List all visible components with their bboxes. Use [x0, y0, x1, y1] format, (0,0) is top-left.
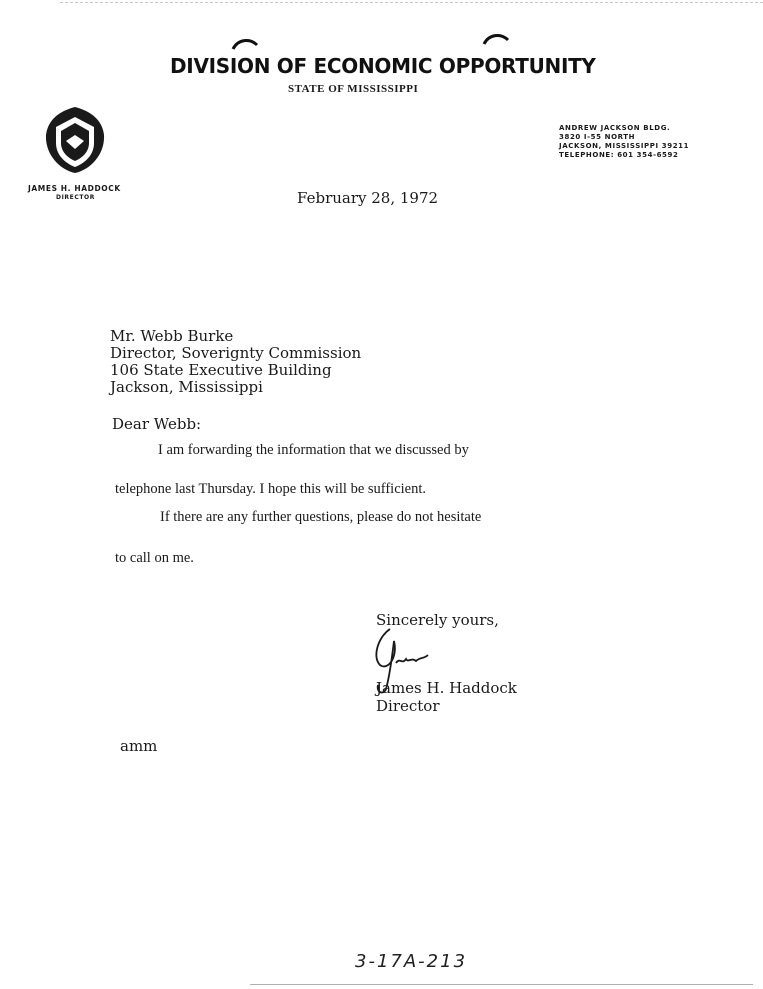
- recipient-title: Director, Soverignty Commission: [110, 344, 362, 362]
- salutation: Dear Webb:: [112, 415, 202, 433]
- letterhead-director-title: DIRECTOR: [56, 194, 95, 201]
- paragraph-2-line-2: to call on me.: [115, 550, 194, 566]
- file-number: 3-17A-213: [355, 951, 468, 972]
- address-line-city: JACKSON, MISSISSIPPI 39211: [559, 142, 690, 150]
- address-line-building: ANDREW JACKSON BLDG.: [559, 124, 671, 132]
- signer-name: James H. Haddock: [376, 679, 517, 697]
- recipient-city: Jackson, Mississippi: [110, 378, 263, 396]
- address-line-street: 3820 I-55 NORTH: [559, 133, 636, 141]
- letterhead-director-name: JAMES H. HADDOCK: [28, 184, 121, 193]
- state-seal-icon: [40, 105, 110, 175]
- signature-block: [376, 679, 517, 715]
- paragraph-1-line-2: telephone last Thursday. I hope this will be sufficient.: [115, 481, 427, 497]
- signer-title: Director: [376, 697, 440, 715]
- title-arc-right-icon: [481, 32, 511, 46]
- recipient-name: Mr. Webb Burke: [110, 327, 234, 345]
- paragraph-2-line-1: If there are any further questions, please do not hesitate: [160, 509, 482, 525]
- closing: Sincerely yours,: [376, 611, 499, 629]
- typist-initials: amm: [120, 737, 158, 755]
- title-arc-left-icon: [230, 37, 260, 51]
- paragraph-1-line-1: I am forwarding the information that we discussed by: [158, 442, 469, 458]
- letter-date: February 28, 1972: [297, 189, 439, 207]
- organization-title: DIVISION OF ECONOMIC OPPORTUNITY: [170, 54, 596, 78]
- scan-top-edge: [60, 2, 763, 3]
- address-line-telephone: TELEPHONE: 601 354-6592: [559, 151, 679, 159]
- recipient-address-block: [110, 328, 361, 396]
- scan-bottom-edge: [250, 984, 753, 985]
- recipient-street: 106 State Executive Building: [110, 361, 332, 379]
- state-subtitle: STATE OF MISSISSIPPI: [288, 83, 419, 95]
